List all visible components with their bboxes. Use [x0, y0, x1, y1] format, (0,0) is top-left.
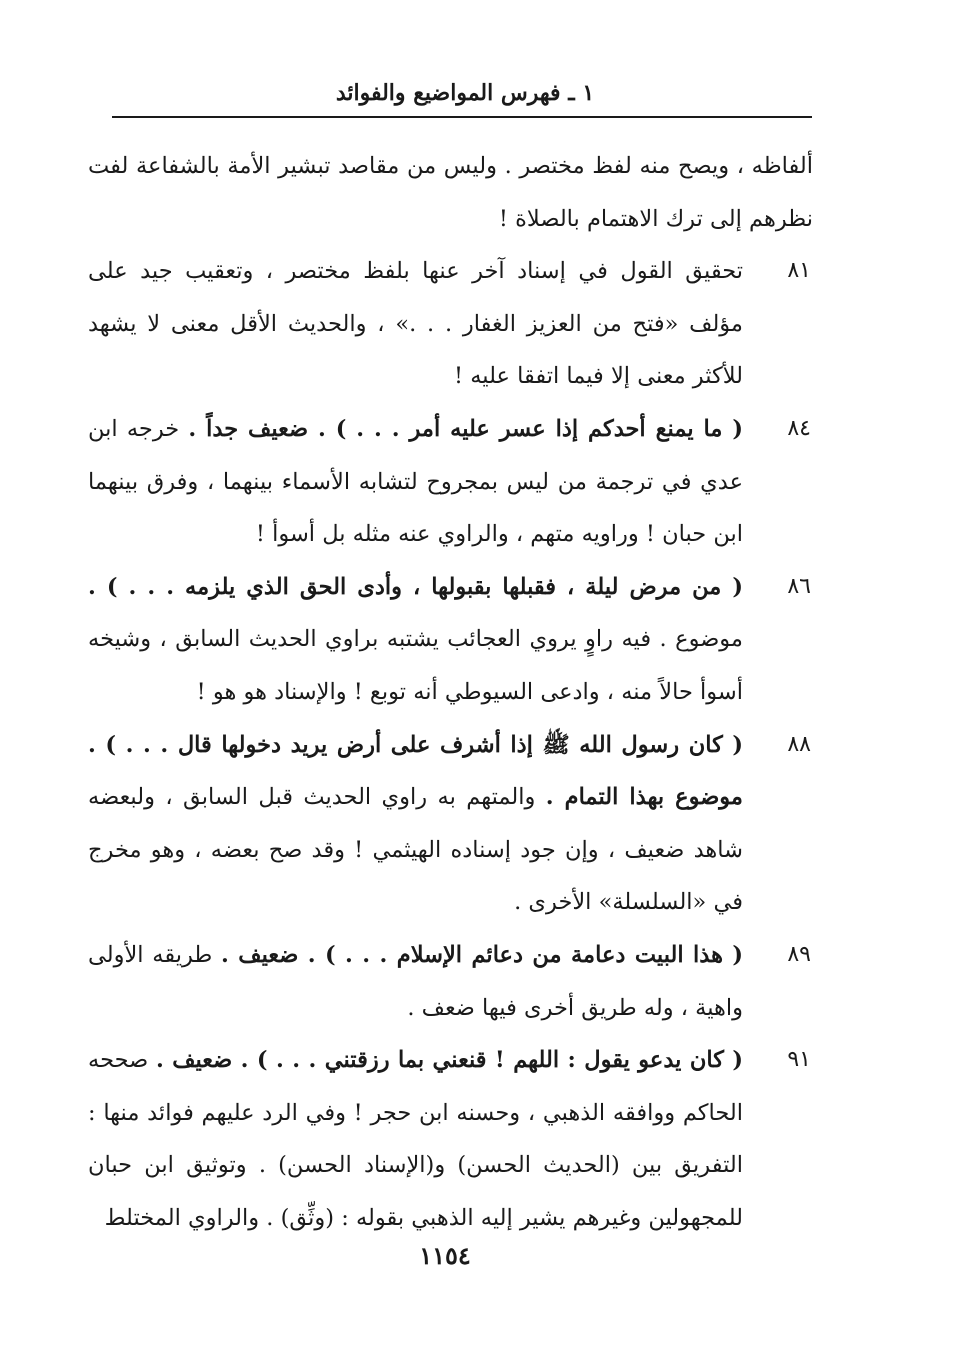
- index-entry: [88, 1034, 813, 1244]
- continuation-text: ألفاظه ، ويصح منه لفظ مختصر . وليس من مقاصد تبشير الأمة بالشفاعة لفت نظرهم إلى ترك الاهتمام بالصلاة !: [88, 153, 813, 232]
- entry-note: طريقه الأولى واهية ، وله طريق أخرى فيها ضعف .: [88, 941, 743, 1021]
- index-entry: [88, 561, 813, 719]
- entry-number: ٨٤: [787, 415, 811, 441]
- entry-quote: ( ما يمنع أحدكم إذا عسر عليه أمر . . . ) . ضعيف جداً .: [188, 415, 743, 442]
- header-rule: [112, 116, 812, 118]
- index-entry: [88, 403, 813, 561]
- entry-note: صححه الحاكم ووافقه الذهبي ، وحسنه ابن حجر ! وفي الرد عليهم فوائد منها : التفريق بين (الحديث الحسن) و(الإسناد الحسن) . وتوثيق ابن حبان للمجهولين وغيرهم يشير إليه الذهبي بقوله : (وثِّق) . والراوي المختلط: [88, 1047, 743, 1231]
- entry-number: ٩١: [787, 1047, 811, 1073]
- entry-note: خرجه ابن عدي في ترجمة من ليس بمجروح لتشابه الأسماء بينهما ، وفرق بينهما ابن حبان ! وراويه متهم ، والراوي عنه مثله بل أسوأ !: [88, 415, 743, 548]
- entry-text: [88, 561, 743, 719]
- entry-number: ٨٩: [787, 941, 811, 967]
- index-body: [88, 140, 813, 1244]
- entry-number: ٨١: [787, 258, 811, 284]
- entry-quote: ( كان يدعو يقول : اللهم ! قنعني بما رزقتني . . . ) . ضعيف .: [155, 1047, 743, 1074]
- entry-note: موضوع . فيه راوٍ يروي العجائب يشتبه براوي الحديث السابق ، وشيخه أسوأ حالاً منه ، وادعى السيوطي أنه توبع ! والإسناد هو هو !: [88, 626, 743, 705]
- entry-text: [88, 719, 743, 929]
- entry-text: [88, 1034, 743, 1244]
- entry-quote: ( كان رسول الله ﷺ إذا أشرف على أرض يريد دخولها قال . . . ) . موضوع بهذا التمام .: [88, 731, 743, 811]
- page-number: ١١٥٤: [419, 1241, 471, 1270]
- entry-number: ٨٨: [787, 731, 811, 757]
- entry-quote: ( هذا البيت دعامة من دعائم الإسلام . . . ) . ضعيف .: [221, 941, 743, 968]
- entry-note: تحقيق القول في إسناد آخر عنها بلفظ مختصر ، وتعقيب جيد على مؤلف «فتح من العزيز الغفار . . .» ، والحديث الأقل معنى لا يشهد للأكثر معنى إلا فيما اتفقا عليه !: [88, 258, 743, 390]
- index-entry: [88, 929, 813, 1034]
- entry-text: [88, 929, 743, 1034]
- running-header: ١ ـ فهرس المواضيع والفوائد: [335, 80, 595, 106]
- entry-text: [88, 403, 743, 561]
- continuation-paragraph: [88, 140, 813, 245]
- index-entry: [88, 719, 813, 929]
- entry-text: [88, 245, 743, 403]
- index-entry: [88, 245, 813, 403]
- entry-note: والمتهم به راوي الحديث قبل السابق ، ولبعضه شاهد ضعيف ، وإن جود إسناده الهيثمي ! وقد صح بعضه ، وهو مخرج في «السلسلة» الأخرى .: [88, 784, 743, 916]
- entry-quote: ( من مرض ليلة ، فقبلها بقبولها ، وأدى الحق الذي يلزمه . . . ) .: [88, 573, 743, 600]
- entry-number: ٨٦: [787, 573, 811, 599]
